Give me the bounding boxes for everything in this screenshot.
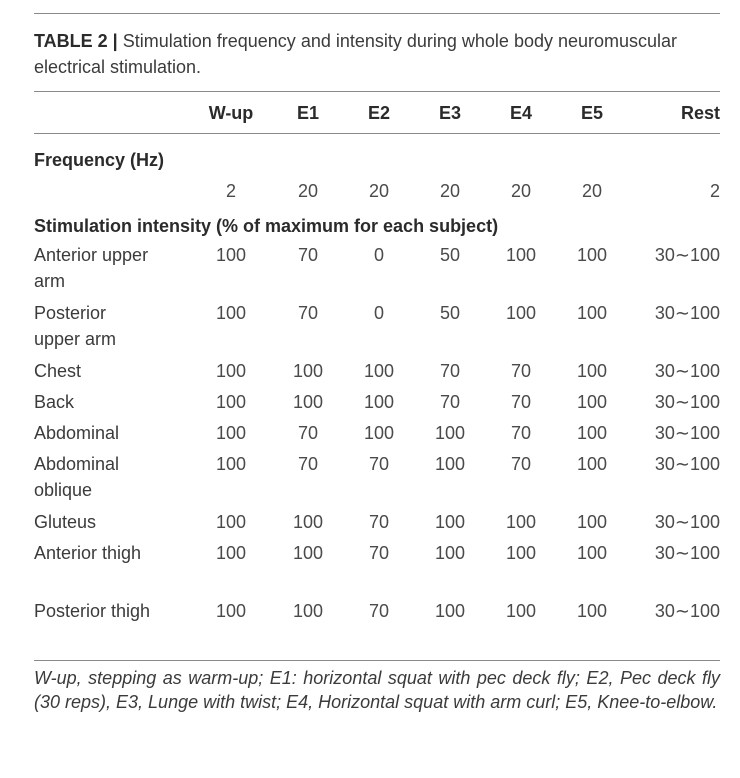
table-cell: 30∼100 [654, 423, 720, 443]
header-cell-e4: E4 [490, 92, 552, 134]
table-row [34, 540, 720, 598]
table-cell: 20 [368, 181, 390, 201]
table-cell: 2 [709, 181, 720, 201]
table-cell: 70 [297, 303, 319, 323]
table-row [34, 358, 720, 389]
table-cell: 100 [292, 361, 324, 381]
table-cell: 30∼100 [654, 361, 720, 381]
table-cell: 100 [434, 601, 466, 621]
table-cell: 50 [439, 303, 461, 323]
table-cell: 100 [505, 303, 537, 323]
header-cell-wup: W-up [194, 92, 268, 134]
table-cell: 70 [368, 454, 390, 474]
table-cell: 100 [215, 601, 247, 621]
table-cell: 30∼100 [654, 512, 720, 532]
row-label: Abdominal oblique [34, 454, 120, 500]
table-row [34, 300, 720, 358]
table-cell: 100 [215, 512, 247, 532]
table-cell: 70 [297, 245, 319, 265]
header-cell-blank [34, 92, 194, 134]
table-cell: 20 [510, 181, 532, 201]
table-cell: 100 [434, 512, 466, 532]
bottom-rule [34, 660, 720, 661]
header-cell-e5: E5 [552, 92, 632, 134]
table-cell: 70 [510, 454, 532, 474]
table-row [34, 389, 720, 420]
header-cell-e1: E1 [268, 92, 348, 134]
table-row-frequency [34, 178, 720, 210]
table-cell: 100 [363, 423, 395, 443]
table-cell: 0 [373, 303, 384, 323]
table-cell: 70 [510, 392, 532, 412]
caption-text: Stimulation frequency and intensity during whole body neuromuscular electrical stimulation. [34, 31, 678, 77]
table-cell: 100 [292, 392, 324, 412]
table-caption [34, 28, 720, 80]
table-cell: 100 [215, 361, 247, 381]
row-label: Back [34, 392, 75, 412]
table-cell: 70 [368, 543, 390, 563]
section-heading-frequency: Frequency (Hz) [34, 150, 165, 170]
table-cell: 2 [225, 181, 236, 201]
header-cell-e2: E2 [348, 92, 410, 134]
table-cell: 100 [505, 601, 537, 621]
table-cell: 100 [363, 392, 395, 412]
table-cell: 100 [215, 543, 247, 563]
table-cell: 100 [215, 303, 247, 323]
table-cell: 0 [373, 245, 384, 265]
table-row [34, 509, 720, 540]
row-label: Posterior upper arm [34, 303, 117, 349]
row-label: Gluteus [34, 512, 97, 532]
table-cell: 100 [434, 423, 466, 443]
row-label: Chest [34, 361, 82, 381]
table-row [34, 451, 720, 509]
table-cell: 100 [292, 512, 324, 532]
table-cell: 30∼100 [654, 392, 720, 412]
row-label: Posterior thigh [34, 601, 151, 621]
table-cell: 100 [576, 601, 608, 621]
table-cell: 30∼100 [654, 454, 720, 474]
table-label: TABLE 2 | [34, 31, 118, 51]
table-cell: 70 [368, 601, 390, 621]
row-label: Anterior thigh [34, 543, 142, 563]
table-row [34, 420, 720, 451]
table-cell: 30∼100 [654, 543, 720, 563]
table-cell: 70 [297, 454, 319, 474]
table-row [34, 598, 720, 656]
table-cell: 70 [368, 512, 390, 532]
intensity-rows [34, 242, 720, 656]
table-cell: 50 [439, 245, 461, 265]
table-cell: 100 [576, 512, 608, 532]
table-cell: 30∼100 [654, 245, 720, 265]
top-rule [34, 13, 720, 14]
table-cell: 30∼100 [654, 303, 720, 323]
table-cell: 30∼100 [654, 601, 720, 621]
table-cell: 70 [297, 423, 319, 443]
table-cell: 20 [581, 181, 603, 201]
table-cell: 100 [505, 512, 537, 532]
table-row [34, 242, 720, 300]
row-label: Abdominal [34, 423, 120, 443]
table-cell: 100 [215, 423, 247, 443]
table-cell: 70 [510, 423, 532, 443]
table-cell: 100 [215, 392, 247, 412]
table-cell: 70 [439, 361, 461, 381]
table-cell: 70 [439, 392, 461, 412]
table-cell: 100 [505, 245, 537, 265]
table-cell: 100 [215, 454, 247, 474]
table-cell: 100 [576, 543, 608, 563]
table-cell: 100 [434, 543, 466, 563]
section-row-intensity [34, 210, 720, 242]
table-cell: 100 [576, 454, 608, 474]
table-cell: 100 [576, 303, 608, 323]
stimulation-table [34, 92, 720, 656]
table-cell: 100 [576, 361, 608, 381]
table-cell: 100 [292, 601, 324, 621]
table-cell: 100 [434, 454, 466, 474]
table-cell: 20 [439, 181, 461, 201]
table-cell: 100 [292, 543, 324, 563]
table-cell: 20 [297, 181, 319, 201]
table-footnote: W-up, stepping as warm-up; E1: horizontal squat with pec deck fly; E2, Pec deck fly (30 reps), E3, Lunge with twist; E4, Horizontal squat with arm curl; E5, Knee-to-elbow. [34, 668, 720, 712]
table-cell: 100 [576, 423, 608, 443]
section-heading-intensity: Stimulation intensity (% of maximum for each subject) [34, 216, 499, 236]
table-cell: 100 [576, 245, 608, 265]
table-cell: 100 [363, 361, 395, 381]
section-row-frequency [34, 134, 720, 179]
table-cell: 100 [505, 543, 537, 563]
table-cell: 70 [510, 361, 532, 381]
table-cell: 100 [576, 392, 608, 412]
header-row [34, 92, 720, 134]
header-cell-rest: Rest [632, 92, 720, 134]
table-cell: 100 [215, 245, 247, 265]
header-cell-e3: E3 [410, 92, 490, 134]
row-label [34, 178, 194, 210]
row-label: Anterior upper arm [34, 245, 149, 291]
